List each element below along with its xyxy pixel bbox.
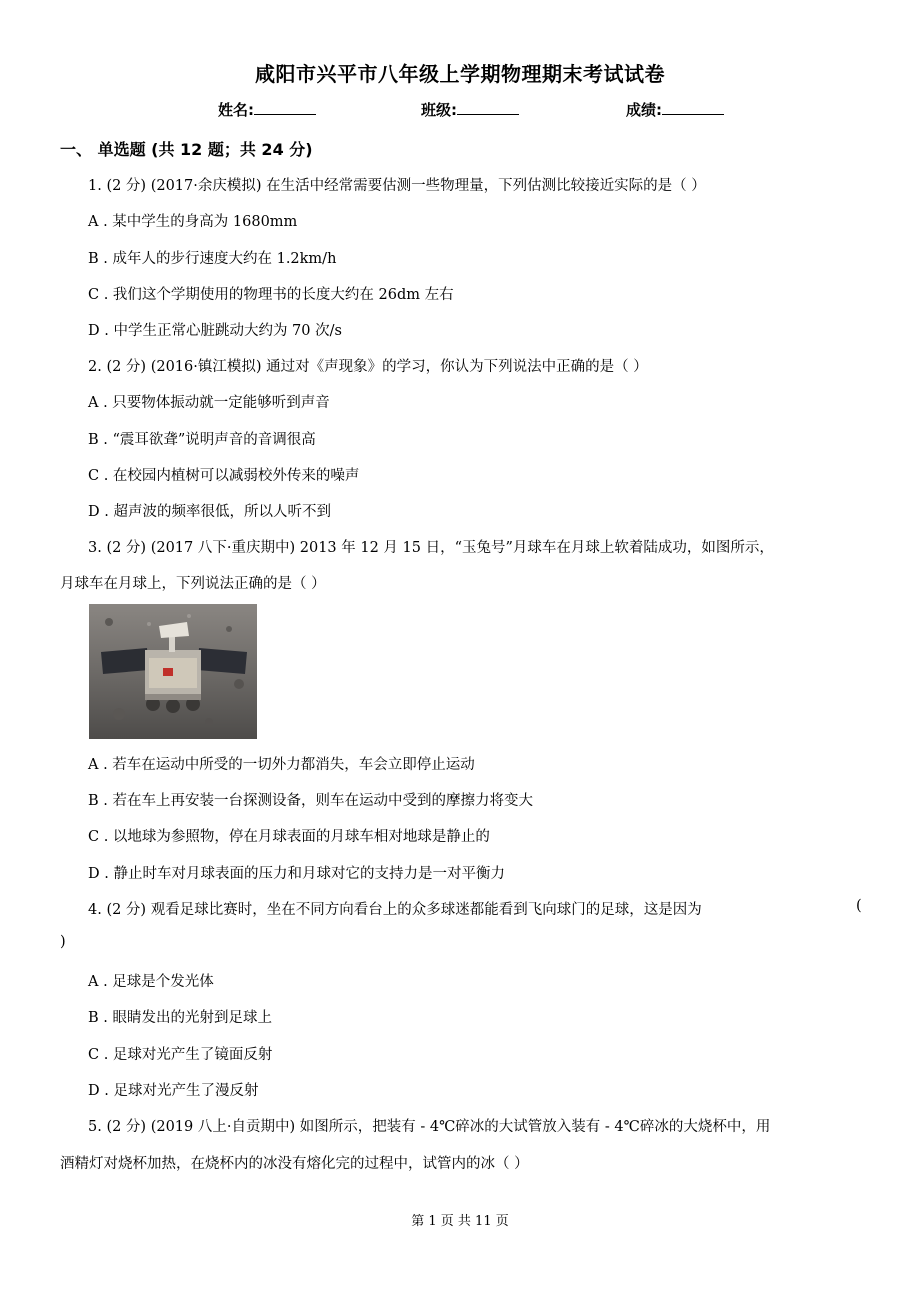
- question-1-option-d[interactable]: D . 中学生正常心脏跳动大约为 70 次/s: [88, 323, 342, 339]
- question-1-stem: 1. (2 分) (2017·余庆模拟) 在生活中经常需要估测一些物理量，下列估测比较接近实际的是（ ）: [88, 178, 706, 194]
- name-label: 姓名:: [218, 101, 254, 119]
- question-4-option-c[interactable]: C . 足球对光产生了镜面反射: [88, 1047, 273, 1063]
- class-label: 班级:: [421, 101, 457, 119]
- question-4-stem: 4. (2 分) 观看足球比赛时，坐在不同方向看台上的众多球迷都能看到飞向球门的足球，这是因为: [88, 902, 702, 918]
- lunar-rover-photo: [89, 604, 257, 739]
- question-2-option-b[interactable]: B . “震耳欲聋”说明声音的音调很高: [88, 432, 316, 448]
- question-1-option-c[interactable]: C . 我们这个学期使用的物理书的长度大约在 26dm 左右: [88, 287, 454, 303]
- question-1-option-a[interactable]: A . 某中学生的身高为 1680mm: [88, 214, 298, 230]
- question-2-option-c[interactable]: C . 在校园内植树可以减弱校外传来的噪声: [88, 468, 360, 484]
- question-4-option-a[interactable]: A . 足球是个发光体: [88, 974, 214, 990]
- question-3-option-a[interactable]: A . 若车在运动中所受的一切外力都消失，车会立即停止运动: [88, 757, 475, 773]
- question-3-option-c[interactable]: C . 以地球为参照物，停在月球表面的月球车相对地球是静止的: [88, 829, 490, 845]
- question-4-open-paren: (: [856, 898, 862, 914]
- class-blank[interactable]: [457, 100, 519, 115]
- lunar-rover-image: [89, 604, 257, 739]
- page-footer: 第 1 页 共 11 页: [411, 1214, 509, 1229]
- class-field[interactable]: [421, 99, 519, 120]
- section-title: 一、 单选题 (共 12 题；共 24 分): [60, 140, 313, 159]
- question-4-close-paren: ): [60, 934, 66, 950]
- question-5-stem-continued: 酒精灯对烧杯加热，在烧杯内的冰没有熔化完的过程中，试管内的冰（ ）: [60, 1156, 529, 1172]
- question-5-stem: 5. (2 分) (2019 八上·自贡期中) 如图所示，把装有 - 4℃碎冰的大试管放入装有 - 4℃碎冰的大烧杯中，用: [88, 1119, 771, 1135]
- name-field[interactable]: [218, 99, 316, 120]
- score-field[interactable]: [626, 99, 724, 120]
- question-3-stem-continued: 月球车在月球上，下列说法正确的是（ ）: [60, 576, 326, 592]
- question-1-option-b[interactable]: B . 成年人的步行速度大约在 1.2km/h: [88, 251, 337, 267]
- question-3-option-b[interactable]: B . 若在车上再安装一台探测设备，则车在运动中受到的摩擦力将变大: [88, 793, 533, 809]
- score-label: 成绩:: [626, 101, 662, 119]
- question-3-option-d[interactable]: D . 静止时车对月球表面的压力和月球对它的支持力是一对平衡力: [88, 866, 505, 882]
- question-3-stem: 3. (2 分) (2017 八下·重庆期中) 2013 年 12 月 15 日，“玉兔号”月球车在月球上软着陆成功，如图所示，: [88, 540, 774, 556]
- name-blank[interactable]: [254, 100, 316, 115]
- score-blank[interactable]: [662, 100, 724, 115]
- exam-title: 咸阳市兴平市八年级上学期物理期末考试试卷: [255, 62, 665, 86]
- question-2-option-a[interactable]: A . 只要物体振动就一定能够听到声音: [88, 395, 330, 411]
- question-2-stem: 2. (2 分) (2016·镇江模拟) 通过对《声现象》的学习，你认为下列说法中正确的是（ ）: [88, 359, 648, 375]
- question-4-option-d[interactable]: D . 足球对光产生了漫反射: [88, 1083, 259, 1099]
- question-2-option-d[interactable]: D . 超声波的频率很低，所以人听不到: [88, 504, 331, 520]
- question-4-option-b[interactable]: B . 眼睛发出的光射到足球上: [88, 1010, 272, 1026]
